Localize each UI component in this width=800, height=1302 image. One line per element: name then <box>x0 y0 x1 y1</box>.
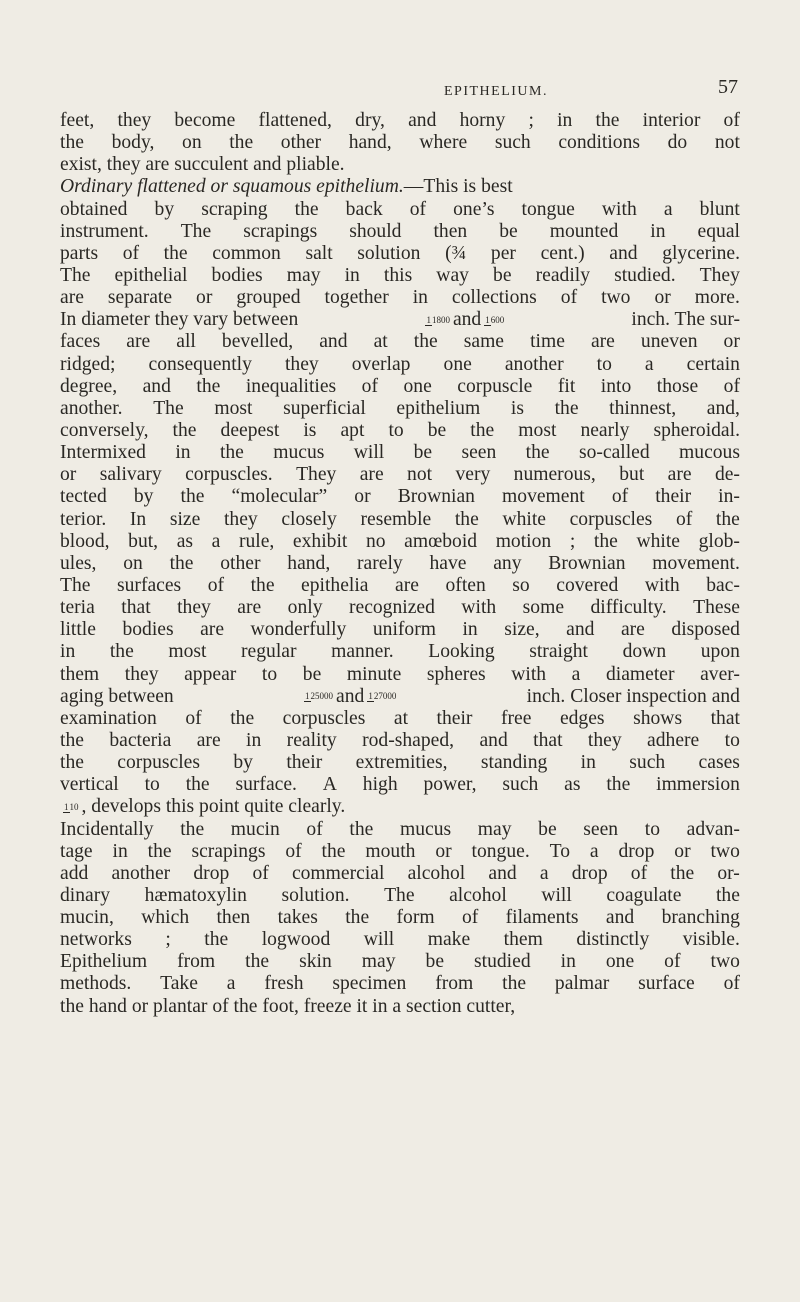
section-heading: Ordinary flattened or squamous epithelium. <box>60 176 404 198</box>
text-line: Incidentally the mucin of the mucus may be seen to advan- <box>60 818 740 840</box>
fraction: 110 <box>64 801 79 812</box>
fraction: 1600 <box>485 314 505 325</box>
fraction: 125000 <box>305 691 334 702</box>
text-line: ules, on the other hand, rarely have any Brownian movement. <box>60 552 740 574</box>
text-line: another. The most superficial epithelium is the thinnest, and, <box>60 397 740 419</box>
text-line: ridged; consequently they overlap one another to a certain <box>60 353 740 375</box>
text-line: teria that they are only recognized with some difficulty. These <box>60 597 740 619</box>
page-header <box>60 68 740 108</box>
text-line: instrument. The scrapings should then be mounted in equal <box>60 220 740 242</box>
diameter-line: In diameter they vary between 11800 and 1600 inch. The sur- <box>60 309 740 331</box>
body-text <box>60 110 740 1018</box>
text-line: tected by the “molecular” or Brownian movement of their in- <box>60 486 740 508</box>
immersion-line: 110 , develops this point quite clearly. <box>64 796 346 818</box>
page-number: 57 <box>718 76 738 98</box>
text-line: faces are all bevelled, and at the same time are uneven or <box>60 331 740 353</box>
running-title: EPITHELIUM. <box>444 84 548 99</box>
text-line: dinary hæmatoxylin solution. The alcohol will coagulate the <box>60 884 740 906</box>
text-line: the bacteria are in reality rod-shaped, and that they adhere to <box>60 729 740 751</box>
text-line: networks ; the logwood will make them distinctly visible. <box>60 929 740 951</box>
text-line: add another drop of commercial alcohol and a drop of the or- <box>60 862 740 884</box>
diameter-line: aging between 125000 and 127000 inch. Closer inspection and <box>60 685 740 707</box>
text-line: mucin, which then takes the form of filaments and branching <box>60 907 740 929</box>
text-line: feet, they become flattened, dry, and horny ; in the interior of <box>60 110 740 131</box>
text-line: degree, and the inequalities of one corpuscle fit into those of <box>60 375 740 397</box>
text-line: the body, on the other hand, where such conditions do not <box>60 132 740 154</box>
fraction: 127000 <box>368 691 397 702</box>
text-line: obtained by scraping the back of one’s tongue with a blunt <box>60 198 740 220</box>
text-line: The surfaces of the epithelia are often so covered with bac- <box>60 574 740 596</box>
text-line: in the most regular manner. Looking straight down upon <box>60 641 740 663</box>
text-line: methods. Take a fresh specimen from the palmar surface of <box>60 973 740 995</box>
text-line: terior. In size they closely resemble the white corpuscles of the <box>60 508 740 530</box>
text-line: Epithelium from the skin may be studied in one of two <box>60 951 740 973</box>
text-line: them they appear to be minute spheres with a diameter aver- <box>60 663 740 685</box>
text-line: or salivary corpuscles. They are not very numerous, but are de- <box>60 464 740 486</box>
fraction: 11800 <box>426 314 450 325</box>
text-line: are separate or grouped together in collections of two or more. <box>60 287 740 309</box>
text-line: conversely, the deepest is apt to be the most nearly spheroidal. <box>60 419 740 441</box>
text-line: parts of the common salt solution (¾ per cent.) and glycerine. <box>60 242 740 264</box>
text-line: the corpuscles by their extremities, standing in such cases <box>60 752 740 774</box>
text-line: examination of the corpuscles at their free edges shows that <box>60 707 740 729</box>
section-heading-line: Ordinary flattened or squamous epithelium.—This is best <box>60 176 513 198</box>
text-line: blood, but, as a rule, exhibit no amœboid motion ; the white glob- <box>60 530 740 552</box>
text-line: exist, they are succulent and pliable. <box>60 154 345 176</box>
text-line: the hand or plantar of the foot, freeze it in a section cutter, <box>60 995 516 1017</box>
text-line: little bodies are wonderfully uniform in size, and are disposed <box>60 619 740 641</box>
text-line: The epithelial bodies may in this way be readily studied. They <box>60 264 740 286</box>
text-line: Intermixed in the mucus will be seen the so-called mucous <box>60 442 740 464</box>
text-line: tage in the scrapings of the mouth or tongue. To a drop or two <box>60 840 740 862</box>
text-line: vertical to the surface. A high power, such as the immersion <box>60 774 740 796</box>
